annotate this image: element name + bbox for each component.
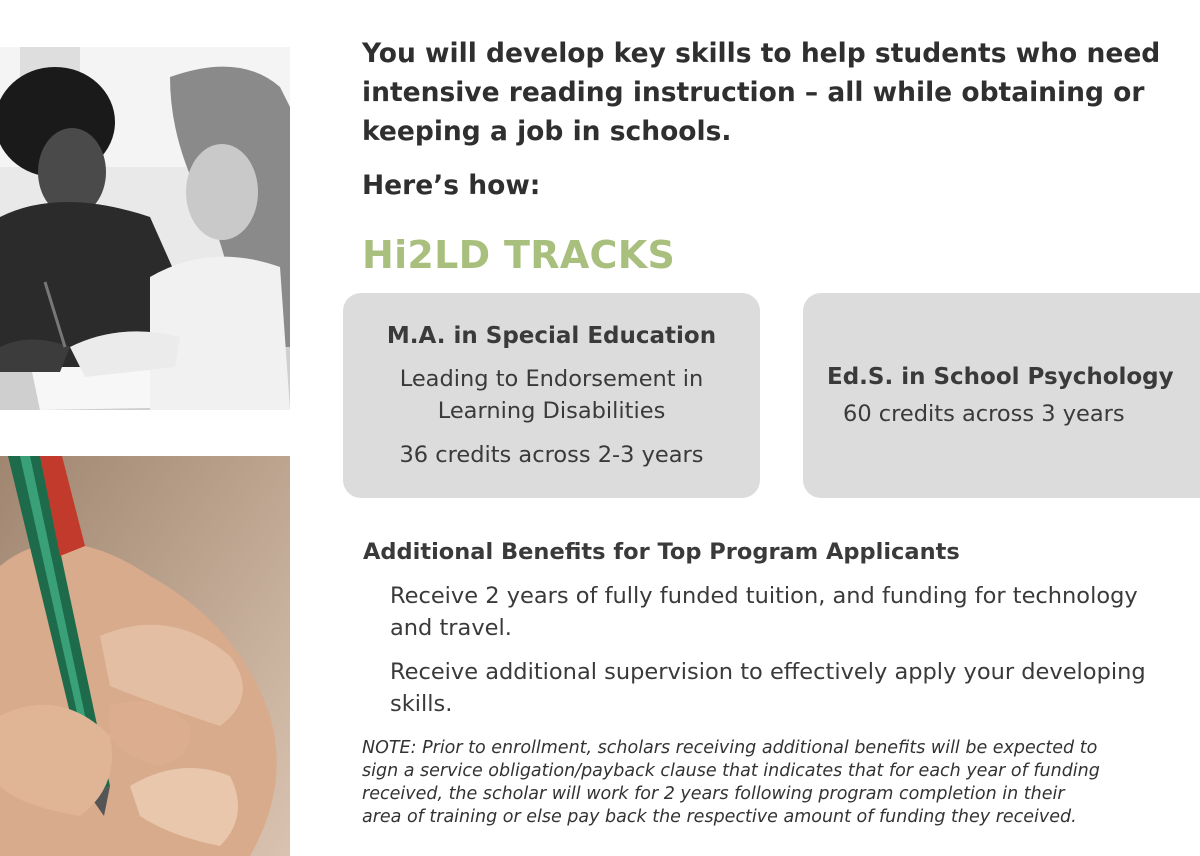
track-description-line: Learning Disabilities xyxy=(437,397,666,424)
track-description-line: Leading to Endorsement in xyxy=(399,365,704,392)
note-line: area of training or else pay back the respective amount of funding they received. xyxy=(362,807,1077,827)
track-credits: 60 credits across 3 years xyxy=(843,400,1125,427)
heres-how-label: Here’s how: xyxy=(362,170,541,201)
note-line: received, the scholar will work for 2 years following program completion in their xyxy=(362,784,1065,804)
benefit-item: Receive 2 years of fully funded tuition, and funding for technology and travel. xyxy=(390,583,1138,641)
benefits-list xyxy=(390,580,1180,732)
track-credits: 36 credits across 2-3 years xyxy=(399,441,704,468)
tutoring-photo xyxy=(0,47,290,410)
intro-text: You will develop key skills to help students who need intensive reading instruction – all while obtaining or keeping a job in schools. xyxy=(362,38,1161,147)
benefit-item: Receive additional supervision to effectively apply your developing skills. xyxy=(390,659,1146,717)
track-card-eds-school-psychology xyxy=(803,293,1200,498)
benefits-heading: Additional Benefits for Top Program Applicants xyxy=(363,539,960,565)
track-card-ma-special-education xyxy=(343,293,760,498)
note-line: NOTE: Prior to enrollment, scholars receiving additional benefits will be expected to xyxy=(362,738,1098,758)
track-title: M.A. in Special Education xyxy=(386,322,717,349)
track-title: Ed.S. in School Psychology xyxy=(827,363,1174,390)
enrollment-note xyxy=(362,737,1200,829)
tracks-heading: Hi2LD TRACKS xyxy=(362,233,676,277)
note-line: sign a service obligation/payback clause that indicates that for each year of funding xyxy=(362,761,1100,781)
writing-hand-photo xyxy=(0,456,290,856)
